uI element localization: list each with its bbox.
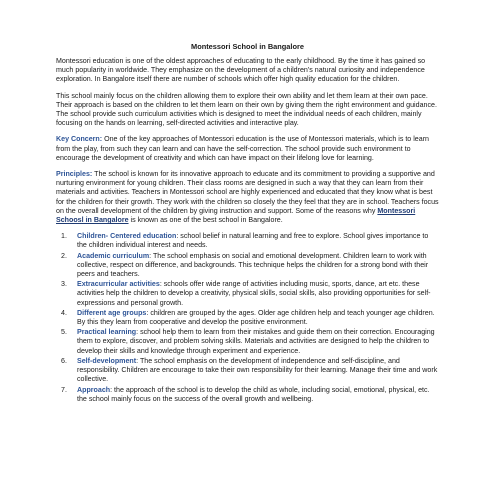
list-text: : The school emphasis on the development of independence and self-discipline, and responsibility. Children are encourage to take their own responsibility for their learning. Manage their time and work collective. (77, 356, 438, 384)
list-item (56, 280, 439, 308)
list-item (56, 328, 439, 356)
key-concern-heading: Key Concern: (56, 135, 103, 144)
list-term: Extracurricular activities (77, 280, 160, 289)
list-item (56, 357, 439, 385)
list-text: : children are grouped by the ages. Older age children help and teach younger age children. By this they learn from cooperative and develop the positive environment. (77, 308, 435, 327)
list-text: : the approach of the school is to develop the child as whole, including social, emotional, physical, etc. the school mainly focus on the success of the overall growth and wellbeing. (77, 385, 430, 403)
list-item (56, 252, 439, 280)
intro-paragraph: Montessori education is one of the oldest approaches of educating to the early childhood. By the time it has gained so much popularity in worldwide. They emphasize on the development of a children’s natural curiosity and independence exploration. In Bangalore itself there are number of schools which offer high quality education for the children. (56, 57, 426, 84)
list-number: 5. (61, 328, 67, 337)
list-text: : school belief in natural learning and free to explore. School gives importance to the children individual interest and needs. (77, 232, 429, 250)
list-item (56, 386, 439, 404)
principles-paragraph (56, 170, 439, 225)
list-term: Different age groups (77, 308, 147, 317)
list-term: Approach (77, 385, 111, 394)
list-item (56, 309, 439, 327)
focus-paragraph: This school mainly focus on the children allowing them to explore their own ability and let them learn at their own pace. Their approach is based on the children to let them learn on their own by giving them the right environment and guidance. The school provide such curriculum activities which is designed to meet the individual needs of each children, mainly focusing on the hands on learning, self-directed activities and interactive play. (56, 91, 437, 128)
list-term: Practical learning (77, 328, 137, 337)
list-term: Self-development (77, 356, 137, 365)
montessori-schools-link[interactable]: Montessori Schoosl in Bangalore (56, 206, 416, 225)
reasons-list (56, 232, 439, 404)
list-term: Academic curriculum (77, 251, 150, 260)
list-text: : schools offer wide range of activities including music, sports, dance, art etc. these activities help the children to develop a creativity, physical skills, social skills, also providing opportunities for self-expressions and personal growth. (77, 280, 431, 307)
list-text: : school help them to learn from their mistakes and guide them on their correction. Encouraging them to explore, discover, and problem solving skills. Materials and activities are designed to help the children to develop their skills and knowledge through experiment and experience. (77, 328, 435, 355)
principles-heading: Principles: (56, 170, 93, 179)
key-concern-paragraph (56, 135, 439, 163)
principles-text: The school is known for its innovative approach to educate and its commitment to providing a supportive and nurturing environment for young children. Their class rooms are designed in such a way that they can learn from their materials and activities. Teachers in Montessori school are highly experienced and educated that they know what is best for the children for their growth. They work with the children so closely the they feel that they are in school. Teachers focus on the overall development of the children by giving instruction and support. Some of the reasons why (56, 170, 439, 215)
list-term: Children- Centered education (77, 232, 177, 241)
list-number: 4. (61, 308, 67, 317)
list-item (56, 232, 439, 250)
list-number: 7. (61, 385, 67, 394)
list-number: 1. (61, 232, 67, 241)
list-number: 6. (61, 356, 67, 365)
principles-tail: is known as one of the best school in Bangalore. (128, 216, 283, 225)
list-number: 3. (61, 280, 67, 289)
list-number: 2. (61, 251, 67, 260)
list-text: : The school emphasis on social and emotional development. Children learn to work with collective, respect on difference, and backgrounds. This technique helps the children for a strong bond with their peers and teachers. (77, 251, 429, 279)
document-title: Montessori School in Bangalore (191, 42, 304, 51)
key-concern-text: One of the key approaches of Montessori education is the use of Montessori materials, which is to learn from the play, from such they can learn and can have the self-correction. The school provide such environment to encourage the development of creativity and which can have impact on their lifelong love for learning. (56, 135, 429, 162)
